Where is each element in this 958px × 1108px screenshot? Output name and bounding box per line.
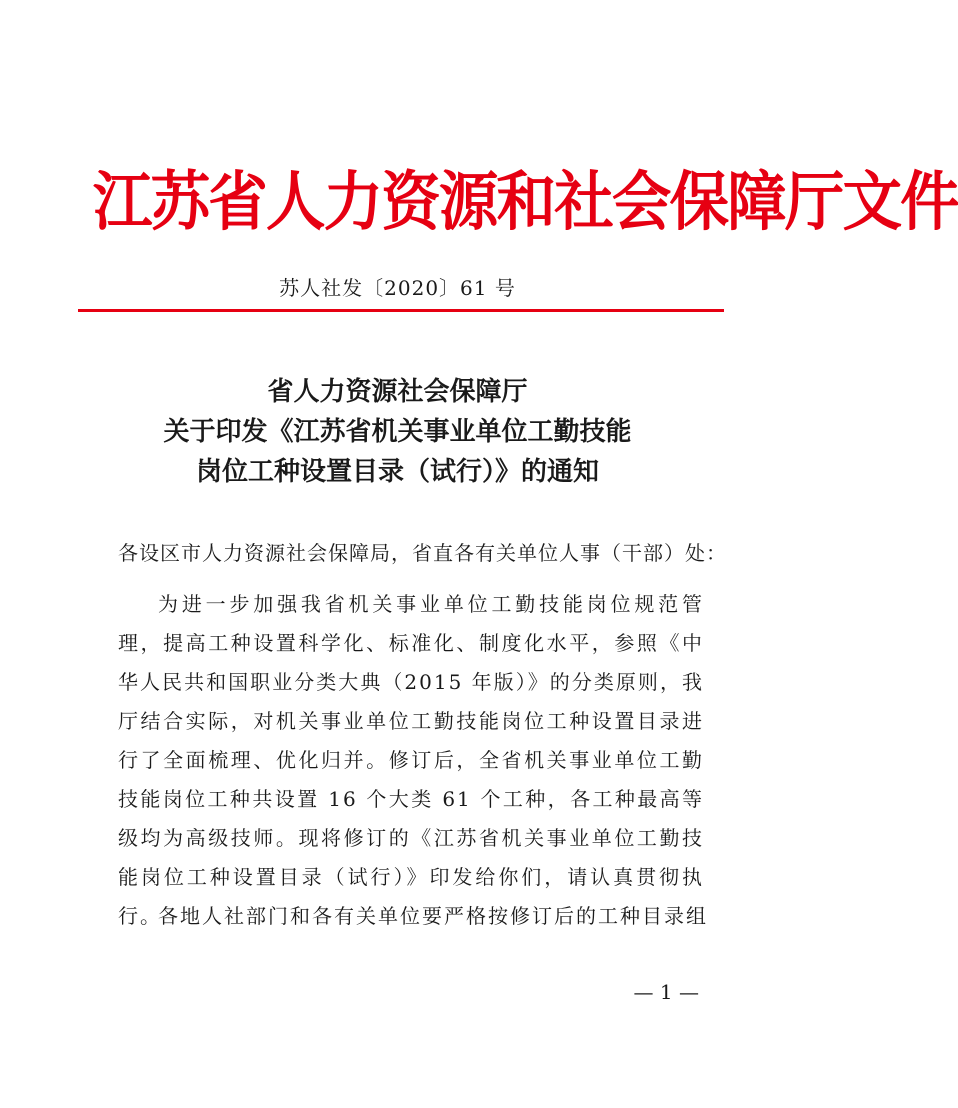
body-paragraph-2: 各地人社部门和各有关单位要严格按修订后的工种目录组 — [158, 904, 708, 928]
notice-title — [60, 372, 735, 492]
title-line-2: 关于印发《江苏省机关事业单位工勤技能 — [163, 417, 632, 447]
document-number: 苏人社发〔2020〕61 号 — [279, 276, 516, 300]
body-paragraph-1: 为进一步加强我省机关事业单位工勤技能岗位规范管理，提高工种设置科学化、标准化、制度化水平，参照《中华人民共和国职业分类大典（2015 年版）》的分类原则，我厅结合实际，对机关事业单位工勤技能岗位工种设置目录进行了全面梳理、优化归并。修订后，全省机关事业单位工勤技能岗位工种共设置 16 个大类 61 个工种，各工种最高等级均为高级技师。现将修订的《江苏省机关事业单位工勤技能岗位工种设置目录（试行）》印发给你们，请认真贯彻执行。 — [118, 592, 704, 928]
title-line-3: 岗位工种设置目录（试行）》的通知 — [195, 457, 599, 487]
document-masthead: 江苏省人力资源和社会保障厅文件 — [92, 165, 958, 240]
red-separator-line — [78, 309, 724, 312]
salutation: 各设区市人力资源社会保障局，省直各有关单位人事（干部）处： — [118, 541, 727, 565]
page-number: — 1 — — [633, 980, 699, 1004]
title-line-1: 省人力资源社会保障厅 — [267, 377, 528, 407]
